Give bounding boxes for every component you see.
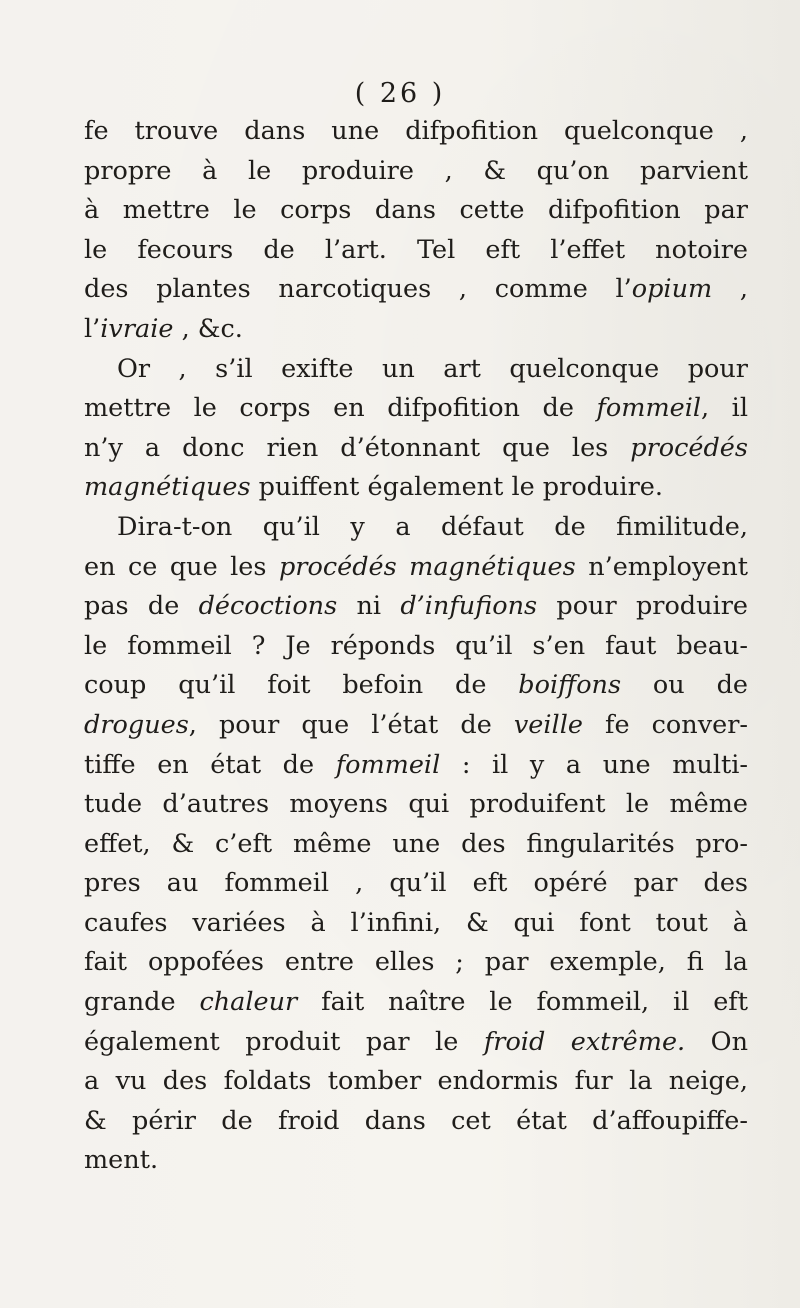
- text-segment: n’y a donc rien d’étonnant que les: [84, 432, 631, 463]
- italic-text: drogues: [84, 709, 189, 740]
- body-text: [84, 112, 748, 1181]
- text-line: [84, 1102, 748, 1142]
- text-line: [84, 112, 748, 152]
- text-segment: fait oppofées entre elles ; par exemple, fi la: [84, 947, 748, 978]
- text-line: [84, 627, 748, 667]
- text-segment: fe trouve dans une difpofition quelconque ,: [84, 116, 748, 146]
- italic-text: froid extrême.: [483, 1026, 686, 1057]
- text-line: [84, 270, 748, 310]
- text-segment: Or , s’il exifte un art quelconque pour: [117, 353, 748, 384]
- text-segment: ou de: [621, 670, 748, 701]
- text-segment: grande: [84, 987, 200, 1018]
- text-segment: : il y a une multi-: [440, 749, 748, 780]
- italic-text: décoctions: [198, 591, 338, 622]
- text-segment: , il: [701, 393, 748, 424]
- italic-text: boiffons: [518, 670, 622, 701]
- text-segment: le fommeil ? Je réponds qu’il s’en faut beau-: [84, 630, 748, 661]
- italic-text: magnétiques: [84, 472, 251, 503]
- text-segment: & périr de froid dans cet état d’affoupiffe-: [84, 1105, 748, 1136]
- text-segment: le fecours de l’art. Tel eft l’effet notoire: [84, 234, 748, 265]
- text-line: [84, 508, 748, 548]
- text-line: [84, 350, 748, 390]
- italic-text: fommeil: [596, 393, 702, 424]
- text-line: [84, 1141, 748, 1181]
- text-line: [84, 904, 748, 944]
- text-line: [84, 429, 748, 469]
- italic-text: opium: [631, 274, 713, 305]
- text-line: [84, 310, 748, 350]
- text-line: [84, 389, 748, 429]
- italic-text: procédés: [630, 432, 748, 463]
- text-line: [84, 587, 748, 627]
- text-segment: également produit par le: [84, 1026, 484, 1057]
- text-line: [84, 785, 748, 825]
- text-segment: des plantes narcotiques , comme l’: [84, 274, 632, 305]
- text-line: [84, 1023, 748, 1063]
- text-line: [84, 152, 748, 192]
- text-segment: en ce que les: [84, 551, 279, 582]
- text-segment: , &c.: [173, 313, 243, 344]
- text-segment: , pour que l’état de: [188, 709, 514, 740]
- text-segment: fait naître le fommeil, il eft: [297, 987, 748, 1018]
- text-segment: ,: [712, 274, 748, 305]
- text-line: [84, 1062, 748, 1102]
- italic-text: ivraie: [100, 313, 174, 344]
- text-segment: coup qu’il foit befoin de: [84, 670, 519, 701]
- text-segment: propre à le produire , & qu’on parvient: [84, 155, 748, 186]
- text-segment: tiffe en état de: [84, 749, 336, 780]
- text-line: [84, 746, 748, 786]
- text-line: [84, 943, 748, 983]
- italic-text: procédés magnétiques: [278, 551, 576, 582]
- text-segment: ment.: [84, 1145, 159, 1176]
- text-segment: l’: [84, 313, 101, 344]
- text-segment: pres au fommeil , qu’il eft opéré par des: [84, 868, 748, 899]
- text-line: [84, 666, 748, 706]
- italic-text: veille: [513, 709, 583, 740]
- text-segment: mettre le corps en difpofition de: [84, 393, 597, 424]
- text-segment: pas de: [84, 591, 199, 622]
- text-line: [84, 706, 748, 746]
- italic-text: d’infufions: [400, 591, 538, 622]
- italic-text: fommeil: [335, 749, 441, 780]
- text-segment: ni: [337, 591, 401, 622]
- text-line: [84, 825, 748, 865]
- text-segment: a vu des foldats tomber endormis fur la neige,: [84, 1066, 748, 1097]
- text-segment: pour produire: [537, 591, 748, 622]
- italic-text: chaleur: [199, 987, 298, 1018]
- text-segment: Dira-t-on qu’il y a défaut de fimilitude,: [117, 511, 748, 542]
- text-line: [84, 468, 748, 508]
- text-line: [84, 548, 748, 588]
- text-segment: fe conver-: [582, 709, 748, 740]
- text-segment: effet, & c’eft même une des fingularités pro-: [84, 828, 748, 859]
- text-segment: tude d’autres moyens qui produifent le même: [84, 789, 748, 820]
- page-number: ( 26 ): [354, 78, 446, 109]
- text-segment: puiffent également le produire.: [250, 472, 663, 503]
- text-segment: caufes variées à l’infini, & qui font tout à: [84, 907, 748, 938]
- text-line: [84, 864, 748, 904]
- text-segment: à mettre le corps dans cette difpofition par: [84, 195, 748, 226]
- text-segment: On: [685, 1026, 748, 1057]
- text-line: [84, 191, 748, 231]
- text-line: [84, 983, 748, 1023]
- text-line: [84, 231, 748, 271]
- text-segment: n’employent: [575, 551, 748, 582]
